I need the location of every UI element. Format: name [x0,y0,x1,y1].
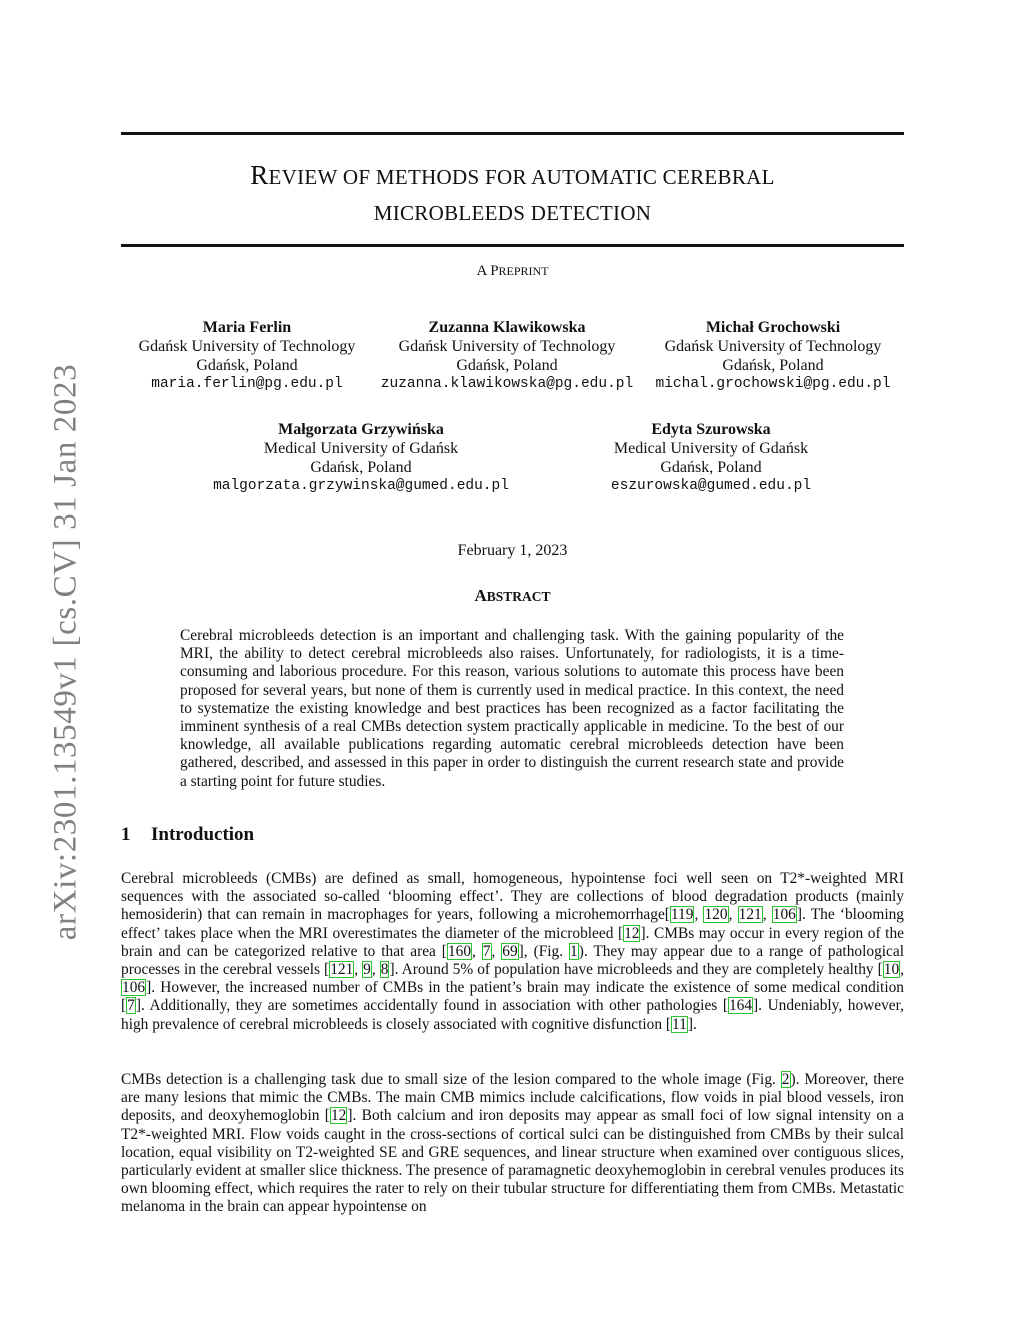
citation-link[interactable]: 8 [380,961,389,979]
author-email[interactable]: malgorzata.grzywinska@gumed.edu.pl [213,478,509,494]
citation-link[interactable]: 106 [122,979,146,997]
author-affiliation: Medical University of Gdańsk [263,440,459,457]
citation-link[interactable]: 7 [127,997,135,1015]
preprint-label: A PREPRINT [476,263,549,279]
author-affiliation: Gdańsk University of Technology [138,338,356,355]
citation-link[interactable]: 12 [624,924,640,942]
title-rule-top [121,132,904,135]
author-location: Gdańsk, Poland [310,459,412,476]
author-affiliation: Medical University of Gdańsk [613,440,809,457]
citation-link[interactable]: 7 [482,942,491,960]
publication-date: February 1, 2023 [457,542,568,559]
author-block [206,420,516,496]
author-block [373,318,641,394]
citation-link[interactable]: 9 [363,961,371,979]
author-location: Gdańsk, Poland [660,459,762,476]
citation-link[interactable]: 11 [672,1015,687,1033]
author-name: Edyta Szurowska [651,421,771,438]
citation-link[interactable]: 12 [330,1107,347,1125]
author-name: Michał Grochowski [705,319,841,336]
author-location: Gdańsk, Poland [196,357,298,374]
citation-link[interactable]: 119 [670,906,694,924]
author-block [648,318,898,394]
section-title: Introduction [151,824,255,845]
body-paragraph: Cerebral microbleeds (CMBs) are defined as small, homogeneous, hypointense foci well seen on T2*-weighted MRI sequences with the associated so-called ‘blooming effect’. They are collections of blood degradation products (mainly hemosiderin) that can remain in macrophages for years, following a microhemorrhage[119, 120, 121, 106]. The ‘blooming effect’ takes place when the MRI overestimates the diameter of the microbleed [12]. CMBs may occur in every region of the brain and can be categorized relative to that area [160, 7, 69], (Fig. 1). They may appear due to a range of pathological processes in the cerebral vessels [121, 9, 8]. Around 5% of population have microbleeds and they are completely healthy [10, 106]. However, the increased number of CMBs in the patient’s brain may indicate the existence of some medical condition [7]. Additionally, they are sometimes accidentally found in association with other pathologies [164]. Undeniably, however, high prevalence of cerebral microbleeds is closely associated with cognitive disfunction [11]. [121,870,904,1033]
author-email[interactable]: zuzanna.klawikowska@pg.edu.pl [380,376,634,392]
author-name: Maria Ferlin [202,319,292,336]
author-affiliation: Gdańsk University of Technology [664,338,882,355]
author-location: Gdańsk, Poland [456,357,558,374]
citation-link[interactable]: 69 [502,942,518,960]
citation-link[interactable]: 106 [772,906,796,924]
abstract-heading: ABSTRACT [474,586,551,605]
author-affiliation: Gdańsk University of Technology [398,338,616,355]
citation-link[interactable]: 120 [704,906,728,924]
citation-link[interactable]: 121 [738,906,762,924]
body-paragraph: CMBs detection is a challenging task due to small size of the lesion compared to the whole image (Fig. 2). Moreover, there are many lesions that mimic the CMBs. The main CMB mimics include calcifications, flow voids in pial blood vessels, iron deposits, and deoxyhemoglobin [12]. Both calcium and iron deposits may appear as small foci of low signal intensity on a T2*-weighted MRI. Flow voids caught in the cross-sections of cortical sulci can be distinguished from CMBs by their sulcal location, equal visibility on T2-weighted SE and GRE sequences, and linear structure when examined over contiguous slices, particularly evident at smaller slice thickness. The presence of paramagnetic deoxyhemoglobin in cerebral venules produces its own blooming effect, which requires the rater to rely on their tubular structure for differentiating them from CMBs. Metastatic melanoma in the brain can appear hypointense on [121,1071,904,1216]
citation-link[interactable]: 121 [330,961,354,979]
citation-link[interactable]: 164 [728,997,753,1015]
paper-title: REVIEW OF METHODS FOR AUTOMATIC CEREBRAL MICROBLEEDS DETECTION [250,160,775,225]
author-email[interactable]: maria.ferlin@pg.edu.pl [151,376,343,392]
author-block [596,420,826,496]
section-heading [121,824,254,846]
figure-link[interactable]: 1 [570,942,578,960]
author-block [121,318,373,394]
arxiv-identifier: arXiv:2301.13549v1 [cs.CV] 31 Jan 2023 [47,363,84,941]
author-name: Zuzanna Klawikowska [428,319,586,336]
author-email[interactable]: michal.grochowski@pg.edu.pl [655,376,891,392]
title-rule-bottom [121,244,904,247]
author-location: Gdańsk, Poland [722,357,824,374]
section-number: 1 [121,824,131,845]
author-name: Małgorzata Grzywińska [278,421,444,438]
figure-link[interactable]: 2 [781,1071,790,1088]
author-email[interactable]: eszurowska@gumed.edu.pl [610,478,812,494]
abstract-text: Cerebral microbleeds detection is an important and challenging task. With the gaining popularity of the MRI, the ability to detect cerebral microbleeds also raises. Unfortunately, for radiologists, it is a time-consuming and laborious procedure. For this reason, various solutions to automate this process have been proposed for several years, but none of them is currently used in medical practice. In this context, the need to systematize the existing knowledge and best practices has been recognized as a factor facilitating the imminent synthesis of a real CMBs detection system practically applicable in medicine. To the best of our knowledge, all available publications regarding automatic cerebral microbleeds detection have been gathered, described, and assessed in this paper in order to distinguish the current research state and provide a starting point for future studies. [180,627,844,790]
citation-link[interactable]: 10 [883,961,900,979]
citation-link[interactable]: 160 [447,942,472,960]
